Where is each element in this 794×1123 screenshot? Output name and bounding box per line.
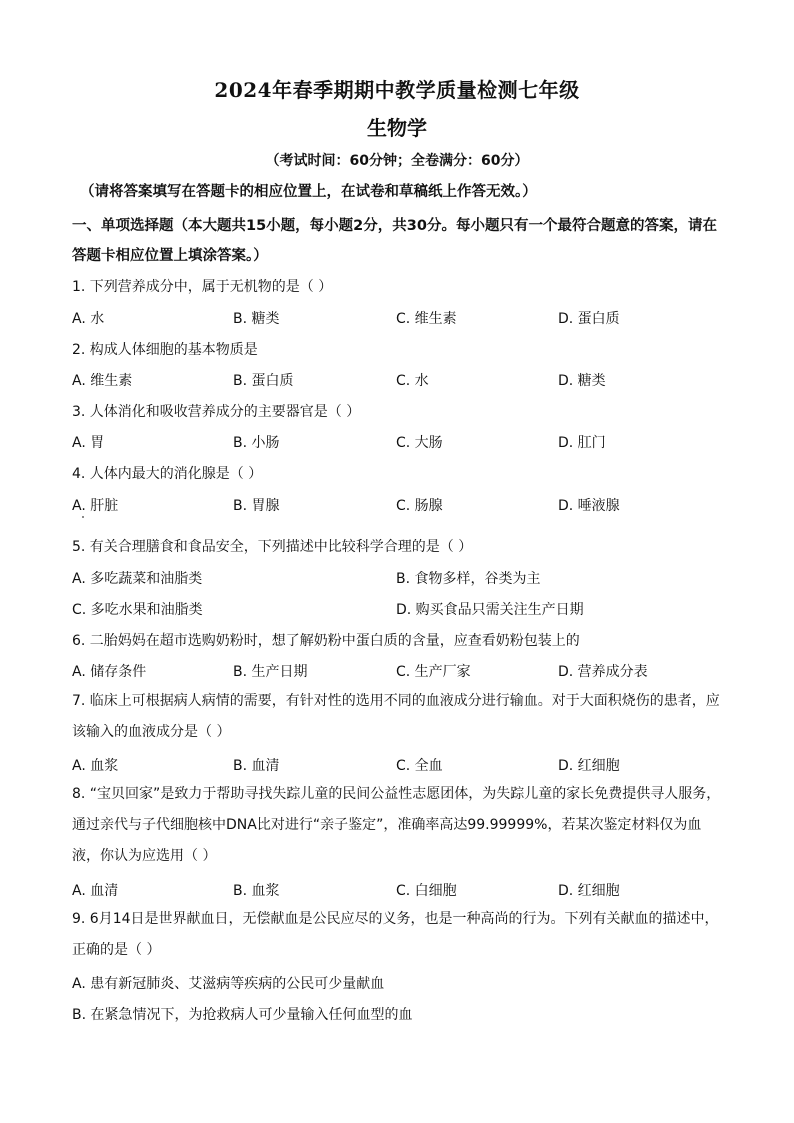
q5-option-d: D. 购买食品只需关注生产日期 — [396, 602, 584, 618]
question-2-stem: 2. 构成人体细胞的基本物质是 — [72, 342, 258, 358]
q1-option-c: C. 维生素 — [396, 311, 457, 327]
q6-option-b: B. 生产日期 — [233, 664, 308, 680]
q3-option-b: B. 小肠 — [233, 435, 280, 451]
q5-option-a: A. 多吃蔬菜和油脂类 — [72, 571, 203, 587]
q1-option-a: A. 水 — [72, 311, 105, 327]
q4-option-d: D. 唾液腺 — [558, 498, 620, 514]
q9-option-b: B. 在紧急情况下，为抢救病人可少量输入任何血型的血 — [72, 1007, 413, 1023]
q1-option-b: B. 糖类 — [233, 311, 280, 327]
q5-option-b: B. 食物多样，谷类为主 — [396, 571, 541, 587]
question-3-stem: 3. 人体消化和吸收营养成分的主要器官是（ ） — [72, 404, 361, 420]
q4-option-a: A. 肝脏 — [72, 498, 119, 514]
question-4-stem: 4. 人体内最大的消化腺是（ ） — [72, 466, 263, 482]
q1-option-d: D. 蛋白质 — [558, 311, 620, 327]
stray-dot — [82, 516, 84, 518]
q3-option-c: C. 大肠 — [396, 435, 443, 451]
q2-option-a: A. 维生素 — [72, 373, 133, 389]
q2-option-c: C. 水 — [396, 373, 429, 389]
q7-option-d: D. 红细胞 — [558, 758, 620, 774]
q6-option-c: C. 生产厂家 — [396, 664, 471, 680]
question-8-stem: 8. “宝贝回家”是致力于帮助寻找失踪儿童的民间公益性志愿团体，为失踪儿童的家长免费提供寻人服务，通过亲代与子代细胞核中DNA比对进行“亲子鉴定”，准确率高达99.99999%，若某次鉴定材料仅为血液，你认为应选用（ ） — [72, 786, 721, 864]
question-5-stem: 5. 有关合理膳食和食品安全，下列描述中比较科学合理的是（ ） — [72, 539, 473, 555]
answer-notice: （请将答案填写在答题卡的相应位置上，在试卷和草稿纸上作答无效。） — [80, 184, 537, 200]
q8-option-b: B. 血浆 — [233, 883, 280, 899]
exam-info: （考试时间：60分钟；全卷满分：60分） — [265, 153, 529, 169]
question-9-stem: 9. 6月14日是世界献血日，无偿献血是公民应尽的义务，也是一种高尚的行为。下列有关献血的描述中，正确的是（ ） — [72, 911, 719, 958]
question-1-stem: 1. 下列营养成分中，属于无机物的是（ ） — [72, 279, 333, 295]
q7-option-b: B. 血清 — [233, 758, 280, 774]
q8-option-c: C. 白细胞 — [396, 883, 457, 899]
q3-option-d: D. 肛门 — [558, 435, 606, 451]
q5-option-c: C. 多吃水果和油脂类 — [72, 602, 203, 618]
q2-option-b: B. 蛋白质 — [233, 373, 294, 389]
q4-option-b: B. 胃腺 — [233, 498, 280, 514]
q7-option-c: C. 全血 — [396, 758, 443, 774]
q9-option-a: A. 患有新冠肺炎、艾滋病等疾病的公民可少量献血 — [72, 976, 385, 992]
question-6-stem: 6. 二胎妈妈在超市选购奶粉时，想了解奶粉中蛋白质的含量，应查看奶粉包装上的 — [72, 633, 580, 649]
q8-option-a: A. 血清 — [72, 883, 119, 899]
q6-option-a: A. 储存条件 — [72, 664, 147, 680]
q7-option-a: A. 血浆 — [72, 758, 119, 774]
exam-title: 2024年春季期期中教学质量检测七年级 — [214, 78, 580, 102]
section-heading: 一、单项选择题（本大题共15小题，每小题2分，共30分。每小题只有一个最符合题意的答案，请在答题卡相应位置上填涂答案。） — [72, 218, 717, 264]
q6-option-d: D. 营养成分表 — [558, 664, 648, 680]
question-7-stem: 7. 临床上可根据病人病情的需要，有针对性的选用不同的血液成分进行输血。对于大面积烧伤的患者，应该输入的血液成分是（ ） — [72, 693, 720, 740]
q2-option-d: D. 糖类 — [558, 373, 606, 389]
q4-option-c: C. 肠腺 — [396, 498, 443, 514]
q8-option-d: D. 红细胞 — [558, 883, 620, 899]
q3-option-a: A. 胃 — [72, 435, 105, 451]
subject-title: 生物学 — [367, 116, 427, 140]
